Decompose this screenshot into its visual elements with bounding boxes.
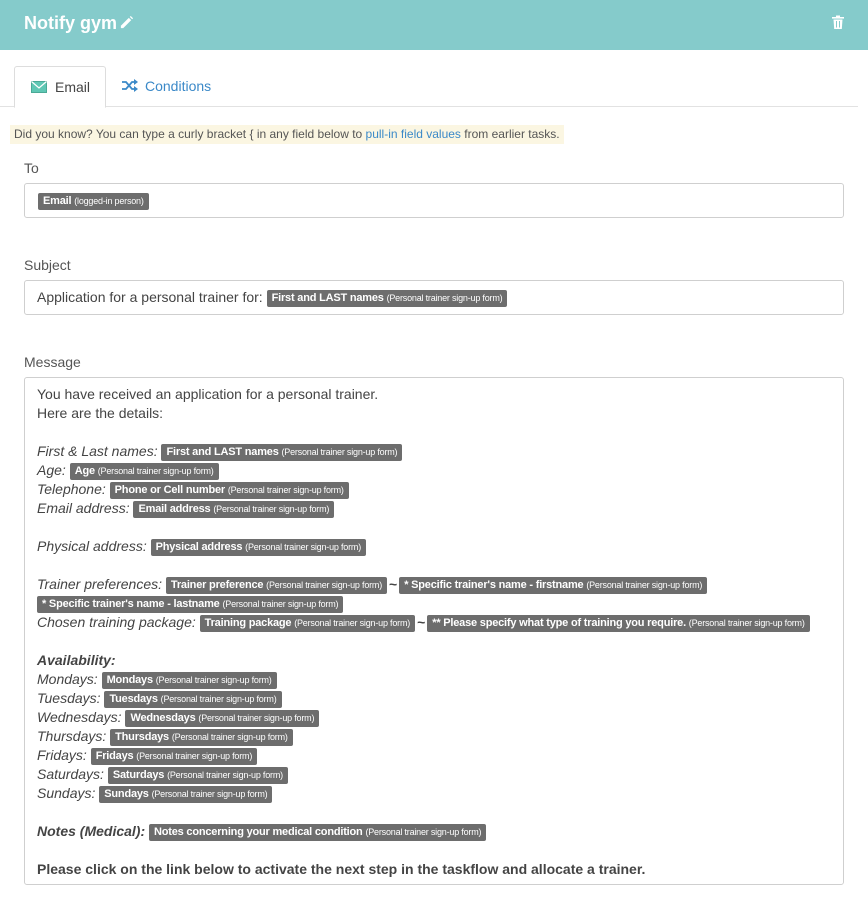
- chip-field: Wednesdays: [130, 711, 196, 724]
- chip-field: Notes concerning your medical condition: [154, 825, 363, 838]
- field-chip[interactable]: [149, 824, 486, 841]
- chip-source: (Personal trainer sign-up form): [171, 731, 288, 742]
- availability-heading: Availability:: [37, 652, 116, 668]
- field-chip[interactable]: [133, 501, 334, 518]
- field-chip[interactable]: [200, 615, 415, 632]
- chip-source: (Personal trainer sign-up form): [386, 292, 503, 303]
- field-chip[interactable]: [110, 482, 349, 499]
- training-package-label: Chosen training package:: [37, 614, 196, 630]
- sundays-label: Sundays:: [37, 785, 96, 801]
- tip-banner: [10, 125, 564, 144]
- chip-source: (Personal trainer sign-up form): [222, 598, 339, 609]
- field-chip[interactable]: [37, 596, 343, 613]
- age-label: Age:: [37, 462, 66, 478]
- chip-field: First and LAST names: [271, 291, 384, 304]
- chip-source: (logged-in person): [74, 196, 144, 206]
- field-chip[interactable]: [399, 577, 707, 594]
- chip-source: (Personal trainer sign-up form): [266, 579, 383, 590]
- chip-source: (Personal trainer sign-up form): [136, 750, 253, 761]
- chip-source: (Personal trainer sign-up form): [160, 693, 277, 704]
- message-field[interactable]: [24, 377, 844, 885]
- field-chip[interactable]: [91, 748, 257, 765]
- tab-email-label: Email: [55, 79, 91, 95]
- mondays-label: Mondays:: [37, 671, 98, 687]
- pencil-icon[interactable]: [119, 15, 134, 30]
- tab-conditions[interactable]: [122, 66, 242, 106]
- chip-field: Training package: [204, 616, 292, 629]
- trainer-preferences-label: Trainer preferences:: [37, 576, 163, 592]
- message-label: Message: [24, 354, 81, 370]
- chip-source: (Personal trainer sign-up form): [245, 541, 362, 552]
- wednesdays-label: Wednesdays:: [37, 709, 122, 725]
- chip-source: (Personal trainer sign-up form): [586, 579, 703, 590]
- chip-source: (Personal trainer sign-up form): [198, 712, 315, 723]
- chip-field: * Specific trainer's name - lastname: [42, 597, 220, 610]
- field-chip[interactable]: [161, 444, 402, 461]
- chip-source: (Personal trainer sign-up form): [227, 484, 344, 495]
- chip-field: Thursdays: [115, 730, 169, 743]
- names-label: First & Last names:: [37, 443, 158, 459]
- chip-field: Physical address: [155, 540, 243, 553]
- saturdays-label: Saturdays:: [37, 766, 104, 782]
- field-chip[interactable]: [267, 290, 508, 307]
- chip-source: (Personal trainer sign-up form): [688, 617, 805, 628]
- telephone-label: Telephone:: [37, 481, 106, 497]
- physical-address-label: Physical address:: [37, 538, 147, 554]
- chip-source: (Personal trainer sign-up form): [167, 769, 283, 780]
- chip-field: First and LAST names: [166, 445, 279, 458]
- field-chip[interactable]: [102, 672, 277, 689]
- chip-source: (Personal trainer sign-up form): [151, 788, 268, 799]
- tab-conditions-label: Conditions: [145, 78, 212, 94]
- chip-field: Email address: [138, 502, 211, 515]
- tab-bar: [0, 66, 858, 107]
- separator: ~: [417, 614, 426, 630]
- to-field[interactable]: [24, 183, 844, 218]
- tuesdays-label: Tuesdays:: [37, 690, 101, 706]
- thursdays-label: Thursdays:: [37, 728, 107, 744]
- chip-field: Phone or Cell number: [114, 483, 225, 496]
- chip-field: Fridays: [95, 749, 134, 762]
- tip-text-before: Did you know? You can type a curly bracket { in any field below to: [14, 127, 366, 141]
- chip-field: Age: [74, 464, 95, 477]
- field-chip[interactable]: [104, 691, 281, 708]
- chip-source: (Personal trainer sign-up form): [281, 446, 398, 457]
- chip-field: Saturdays: [112, 768, 165, 781]
- to-label: To: [24, 160, 39, 176]
- separator: ~: [389, 576, 398, 592]
- field-chip[interactable]: [125, 710, 319, 727]
- tip-text-after: from earlier tasks.: [460, 127, 560, 141]
- field-chip[interactable]: [108, 767, 288, 784]
- pull-in-field-values-link[interactable]: pull-in field values: [365, 127, 461, 141]
- chip-source: (Personal trainer sign-up form): [97, 465, 214, 476]
- notes-medical-label: Notes (Medical):: [37, 823, 146, 839]
- field-chip[interactable]: [38, 193, 149, 210]
- email-address-label: Email address:: [37, 500, 130, 516]
- chip-source: (Personal trainer sign-up form): [213, 503, 330, 514]
- subject-label: Subject: [24, 257, 71, 273]
- chip-source: (Personal trainer sign-up form): [365, 826, 482, 837]
- chip-field: Trainer preference: [170, 578, 264, 591]
- field-chip[interactable]: [70, 463, 219, 480]
- fridays-label: Fridays:: [37, 747, 87, 763]
- chip-source: (Personal trainer sign-up form): [155, 674, 272, 685]
- chip-field: Email: [43, 195, 72, 207]
- chip-source: (Personal trainer sign-up form): [294, 617, 411, 628]
- task-title: Notify gym: [24, 13, 118, 33]
- closing-text: Please click on the link below to activate the next step in the taskflow and allocate a trainer.: [37, 861, 646, 877]
- field-chip[interactable]: [166, 577, 387, 594]
- chip-field: Sundays: [104, 787, 149, 800]
- subject-field[interactable]: [24, 280, 844, 315]
- tab-email[interactable]: [14, 66, 106, 108]
- envelope-icon: [31, 81, 47, 93]
- chip-field: Tuesdays: [109, 692, 158, 705]
- trash-icon[interactable]: [831, 15, 845, 30]
- field-chip[interactable]: [427, 615, 809, 632]
- chip-field: Mondays: [106, 673, 153, 686]
- message-intro-2: Here are the details:: [37, 405, 164, 421]
- message-intro-1: You have received an application for a personal trainer.: [37, 386, 379, 402]
- chip-field: ** Please specify what type of training you require.: [432, 616, 686, 629]
- field-chip[interactable]: [110, 729, 293, 746]
- shuffle-icon: [122, 79, 138, 92]
- task-header: [0, 0, 868, 50]
- subject-text: Application for a personal trainer for:: [37, 289, 263, 305]
- chip-field: * Specific trainer's name - firstname: [404, 578, 584, 591]
- field-chip[interactable]: [151, 539, 366, 556]
- field-chip[interactable]: [99, 786, 272, 803]
